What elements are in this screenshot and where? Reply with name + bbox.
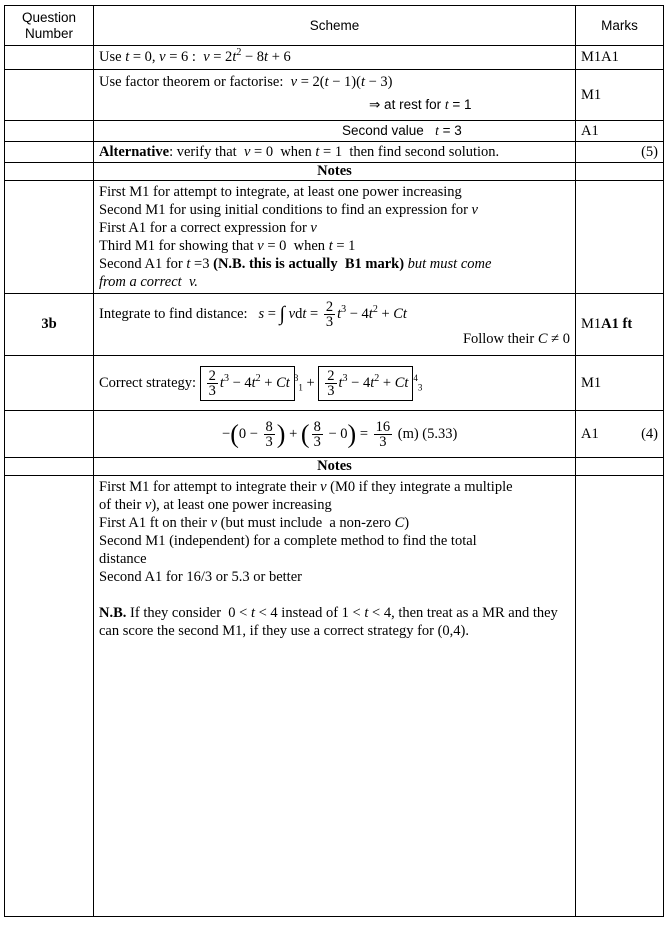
scheme-row: [5, 46, 664, 70]
scheme-cell: Use t = 0, v = 6 : $v = 2t^2 - 8t + 6$: [94, 46, 576, 70]
strategy-label: Correct strategy:: [99, 374, 197, 391]
marks-header: Marks: [576, 6, 664, 46]
notes-header-row: [5, 163, 664, 181]
scheme-cell: Integrate to find distance: s = ∫ vdt = $\frac{2}{3}$ $t^3 - 4t^2 + Ct$ Follow their C ≠ 0: [94, 294, 576, 356]
question-number: 3b: [5, 294, 94, 356]
mark-total: (4): [641, 425, 658, 442]
note-line: distance: [99, 551, 147, 567]
distance-result: (m) (5.33): [397, 425, 458, 442]
question-cell: [5, 411, 94, 458]
nb-note: N.B. If they consider 0 < t < 4 instead of 1 < t < 4, then treat as a MR and they can score the second M1, if they use a correct strategy for (0,4).: [99, 605, 558, 639]
scheme-row: [5, 121, 664, 142]
scheme-cell: Alternative: verify that v = 0 when t = 1 then find second solution.: [94, 142, 576, 163]
notes-title: Notes: [94, 163, 576, 181]
mark-cell: [576, 476, 664, 917]
note-line: Second M1 for using initial conditions to find an expression for v: [99, 202, 478, 218]
note-line: Second M1 (independent) for a complete method to find the total: [99, 533, 477, 549]
question-cell: [5, 70, 94, 121]
scheme-row: [5, 411, 664, 458]
bracket-term-1: $\frac{2}{3}$ $t^3 - 4t^2 + Ct$: [200, 366, 295, 401]
note-line: of their v), at least one power increasing: [99, 497, 332, 513]
question-cell: [5, 46, 94, 70]
mark-cell: [576, 163, 664, 181]
mark-a1: A1: [581, 425, 599, 442]
mark-cell: M1: [576, 356, 664, 411]
note-line: Third M1 for showing that v = 0 when t = 1: [99, 238, 356, 254]
question-cell: [5, 476, 94, 917]
notes-cell: [94, 181, 576, 294]
notes-row: [5, 181, 664, 294]
mark-cell: M1A1: [576, 46, 664, 70]
note-line: Second A1 for 16/3 or 5.3 or better: [99, 569, 302, 585]
mark-cell: [576, 458, 664, 476]
scheme-row: [5, 294, 664, 356]
scheme-cell: Use factor theorem or factorise: v = 2(t − 1)(t − 3) ⇒ at rest for t = 1: [94, 70, 576, 121]
note-line: Second A1 for t =3 (N.B. this is actually B1 mark) but must come: [99, 256, 492, 272]
scheme-header: Scheme: [94, 6, 576, 46]
note-line: First A1 ft on their v (but must include a non-zero C): [99, 515, 410, 531]
question-cell: [5, 181, 94, 294]
mark-cell: M1: [576, 70, 664, 121]
mark-cell: [576, 411, 664, 458]
mark-cell: M1A1 ft: [576, 294, 664, 356]
question-cell: [5, 356, 94, 411]
scheme-cell: Second value t = 3: [94, 121, 576, 142]
note-line: First M1 for attempt to integrate their v (M0 if they integrate a multiple: [99, 479, 513, 495]
alternative-label: Alternative: [99, 143, 170, 160]
scheme-cell: −(0 − $\frac{8}{3}$ ) + ( $\frac{8}{3}$ − 0) = $\frac{16}{3}$ (m) (5.33): [94, 411, 576, 458]
notes-row: [5, 476, 664, 917]
scheme-cell: Correct strategy: $\frac{2}{3}$ $t^3 - 4t^2 + Ct$ $^3_1$ + $\frac{2}{3}$ $t^3 - 4t^2 + Ct$ $^4_3$: [94, 356, 576, 411]
notes-header-row: [5, 458, 664, 476]
question-cell: [5, 121, 94, 142]
scheme-row: [5, 356, 664, 411]
note-line: First A1 for a correct expression for v: [99, 220, 317, 236]
question-cell: [5, 458, 94, 476]
bracket-term-2: $\frac{2}{3}$ $t^3 - 4t^2 + Ct$: [318, 366, 413, 401]
mark-cell: [576, 181, 664, 294]
mark-cell: (5): [576, 142, 664, 163]
scheme-row: [5, 142, 664, 163]
note-line: from a correct v.: [99, 274, 198, 290]
scheme-row: [5, 70, 664, 121]
note-line: First M1 for attempt to integrate, at least one power increasing: [99, 184, 462, 200]
question-cell: [5, 142, 94, 163]
notes-cell: [94, 476, 576, 917]
header-row: [5, 6, 664, 46]
question-number-header: Question Number: [5, 6, 94, 46]
mark-scheme-table: [4, 5, 664, 917]
notes-title: Notes: [94, 458, 576, 476]
question-cell: [5, 163, 94, 181]
mark-cell: A1: [576, 121, 664, 142]
